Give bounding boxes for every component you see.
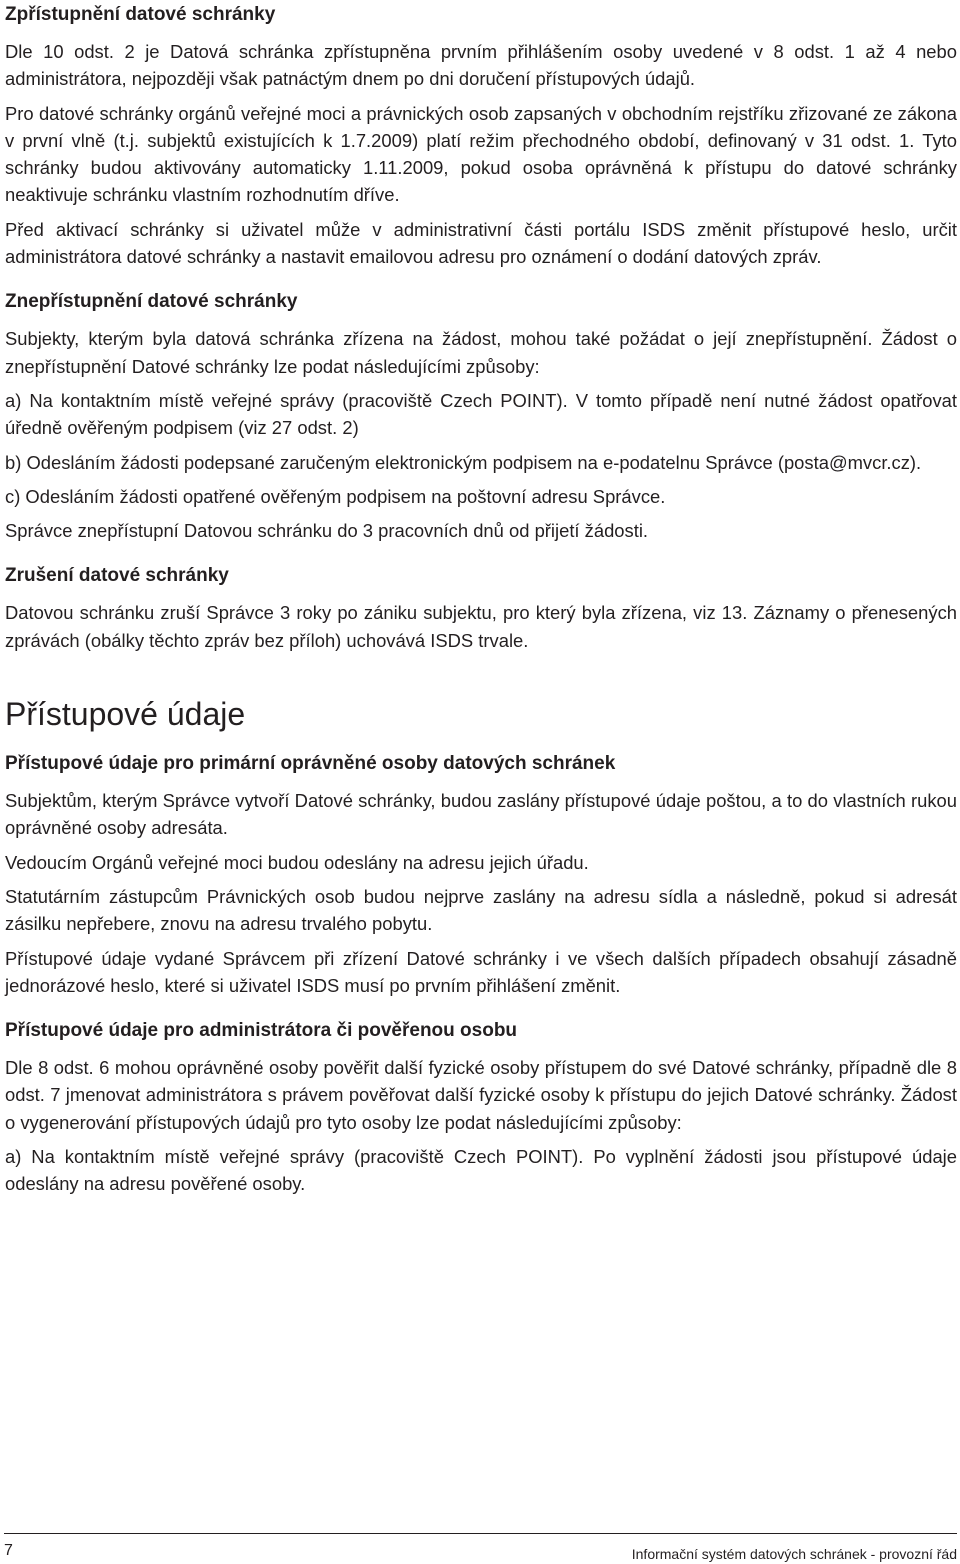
list-item: b) Odesláním žádosti podepsané zaručeným elektronickým podpisem na e-podatelnu Správce (posta@mvcr.cz).	[5, 451, 922, 473]
document-page	[5, 0, 957, 1205]
section-pristupove-udaje	[5, 694, 957, 1198]
page-footer	[4, 1533, 957, 1562]
paragraph: Datovou schránku zruší Správce 3 roky po zániku subjektu, pro který byla zřízena, viz 13. Záznamy o přenesených zprávách (obálky těchto zpráv bez příloh) uchovává ISDS trvale.	[5, 602, 957, 651]
paragraph: Pro datové schránky orgánů veřejné moci a právnických osob zapsaných v obchodním rejstříku zřizované ze zákona v první vlně (t.j. subjektů existujících k 1.7.2009) platí režim přechodného období, definovaný v 31 odst. 1. Tyto schránky budou aktivovány automaticky 1.11.2009, pokud osoba oprávněná k přístupu do datové schránky neaktivuje schránku vlastním rozhodnutím dříve.	[5, 102, 957, 206]
section-heading: Přístupové údaje pro primární oprávněné osoby datových schránek	[5, 753, 616, 775]
paragraph: Dle 8 odst. 6 mohou oprávněné osoby pověřit další fyzické osoby přístupem do své Datové schránky, případně dle 8 odst. 7 jmenovat administrátora s právem pověřovat další fyzické osoby k přístupu do jejich Datové schránky. Žádost o vygenerování přístupových údajů pro tyto osoby lze podat následujícími způsoby:	[5, 1057, 957, 1133]
paragraph: Dle 10 odst. 2 je Datová schránka zpřístupněna prvním přihlášením osoby uvedené v 8 odst. 1 až 4 nebo administrátora, nejpozději však patnáctým dnem po dni doručení přístupových údajů.	[5, 41, 957, 90]
section-znepristupneni	[5, 288, 957, 544]
section-heading: Přístupové údaje pro administrátora či pověřenou osobu	[5, 1020, 518, 1042]
paragraph: Před aktivací schránky si uživatel může v administrativní části portálu ISDS změnit přístupové heslo, určit administrátora datové schránky a nastavit emailovou adresu pro oznámení o dodání datových zpráv.	[5, 218, 957, 268]
section-heading: Zpřístupnění datové schránky	[5, 4, 276, 25]
list-item: a) Na kontaktním místě veřejné správy (pracoviště Czech POINT). Po vyplnění žádosti jsou přístupové údaje odeslány na adresu pověřené osoby.	[5, 1146, 957, 1195]
page-number: 7	[4, 1542, 13, 1559]
paragraph: Správce znepřístupní Datovou schránku do 3 pracovních dnů od přijetí žádosti.	[5, 520, 649, 542]
section-zruseni	[5, 562, 957, 654]
section-heading: Znepřístupnění datové schránky	[5, 291, 298, 313]
paragraph: Subjektům, kterým Správce vytvoří Datové schránky, budou zaslány přístupové údaje poštou, a to do vlastních rukou oprávněné osoby adresáta.	[5, 790, 957, 839]
paragraph: Přístupové údaje vydané Správcem při zřízení Datové schránky i ve všech dalších případech obsahují zásadně jednorázové heslo, které si uživatel ISDS musí po prvním přihlášení změnit.	[5, 947, 957, 996]
paragraph: Statutárním zástupcům Právnických osob budou nejprve zaslány na adresu sídla a následně, pokud si adresát zásilku nepřebere, znovu na adresu trvalého pobytu.	[5, 885, 957, 935]
list-item: a) Na kontaktním místě veřejné správy (pracoviště Czech POINT). V tomto případě není nutné žádost opatřovat úředně ověřeným podpisem (viz 27 odst. 2)	[5, 389, 957, 439]
chapter-title: Přístupové údaje	[5, 696, 246, 733]
list-item: c) Odesláním žádosti opatřené ověřeným podpisem na poštovní adresu Správce.	[5, 485, 666, 507]
section-heading: Zrušení datové schránky	[5, 565, 229, 587]
section-zpristupneni	[5, 1, 957, 270]
paragraph: Vedoucím Orgánů veřejné moci budou odeslány na adresu jejich úřadu.	[5, 851, 589, 873]
footer-document-title: Informační systém datových schránek - provozní řád	[631, 1546, 957, 1562]
paragraph: Subjekty, kterým byla datová schránka zřízena na žádost, mohou také požádat o její znepřístupnění. Žádost o znepřístupnění Datové schránky lze podat následujícími způsoby:	[5, 328, 957, 377]
